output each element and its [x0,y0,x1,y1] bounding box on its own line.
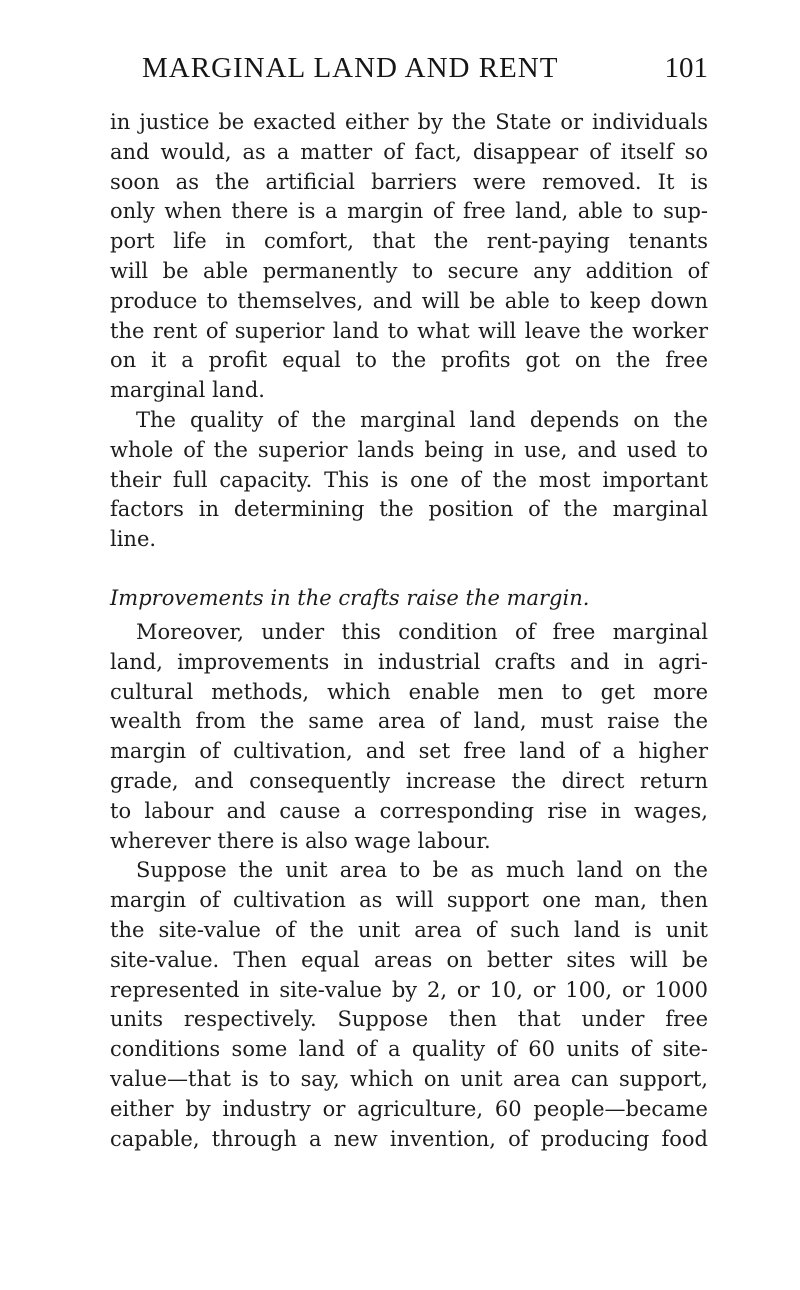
text-line: units respectively. Suppose then that under free [110,1007,708,1032]
text-line: their full capacity. This is one of the most important [110,467,708,492]
paragraph-4 [110,856,708,1154]
text-line: to labour and cause a corresponding rise in wages, [110,798,708,823]
text-line: value—that is to say, which on unit area can support, [110,1066,708,1091]
text-line: soon as the artificial barriers were removed. It is [110,169,708,194]
text-line: grade, and consequently increase the direct return [110,768,708,793]
text-line: The quality of the marginal land depends on the [136,407,708,432]
paragraph-3 [110,618,708,856]
text-line: port life in comfort, that the rent-paying tenants [110,229,708,254]
page-body [110,108,708,1154]
text-line: land, improvements in industrial crafts and in agri- [110,649,708,674]
paragraph-2 [110,406,708,555]
text-line: wealth from the same area of land, must raise the [110,709,708,734]
text-line: either by industry or agriculture, 60 people—became [110,1096,708,1121]
text-line: Suppose the unit area to be as much land on the [136,858,708,883]
text-line: line. [110,527,157,552]
text-line: produce to themselves, and will be able to keep down [110,288,708,313]
text-line: will be able permanently to secure any addition of [110,258,708,283]
text-line: factors in determining the position of the marginal [110,497,708,522]
text-line: wherever there is also wage labour. [110,828,491,853]
text-line: margin of cultivation, and set free land of a higher [110,739,708,764]
text-line: marginal land. [110,378,265,403]
running-head [142,52,708,96]
text-line: the site-value of the unit area of such land is unit [110,917,708,942]
text-line: whole of the superior lands being in use, and used to [110,437,708,462]
section-gap [110,555,708,582]
book-page [110,52,708,1154]
text-line: capable, through a new invention, of producing food [110,1126,708,1151]
page-number: 101 [664,52,708,84]
text-line: the rent of superior land to what will leave the worker [110,318,708,343]
text-line: represented in site-value by 2, or 10, or 100, or 1000 [110,977,708,1002]
chapter-title: MARGINAL LAND AND RENT [142,52,559,84]
text-line: cultural methods, which enable men to get more [110,679,708,704]
paragraph-1 [110,108,708,406]
text-line: margin of cultivation as will support one man, then [110,888,708,913]
section-heading: Improvements in the crafts raise the margin. [110,585,590,610]
text-line: conditions some land of a quality of 60 units of site- [110,1037,708,1062]
text-line: in justice be exacted either by the State or individuals [110,110,708,134]
text-line: and would, as a matter of fact, disappear of itself so [110,139,708,164]
text-line: site-value. Then equal areas on better sites will be [110,947,708,972]
text-line: Moreover, under this condition of free marginal [136,619,708,644]
text-line: only when there is a margin of free land, able to sup- [110,199,708,224]
text-line: on it a profit equal to the profits got on the free [110,348,708,373]
